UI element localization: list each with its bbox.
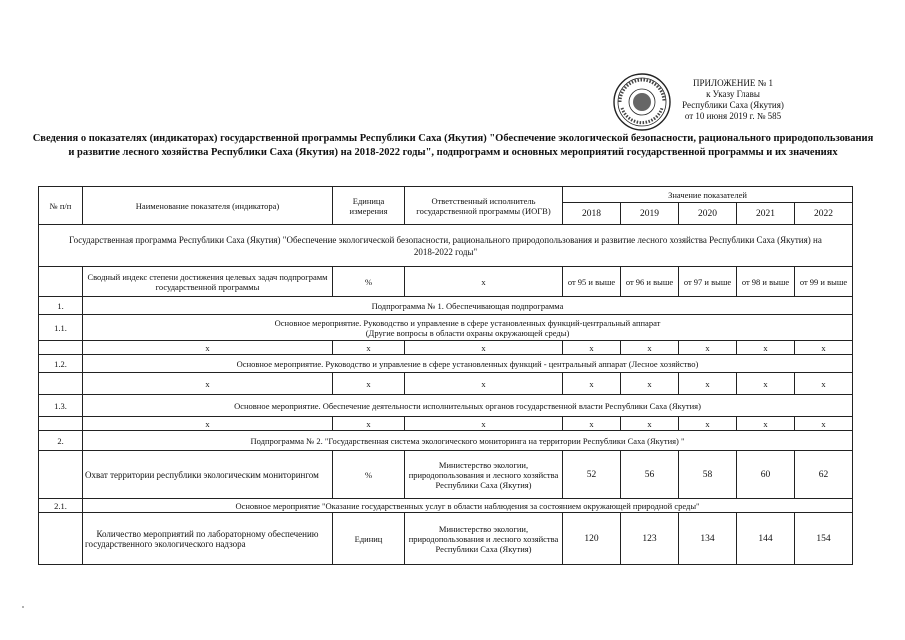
indicator-unit: Единиц [333,513,405,565]
indicator-executor: Министерство экологии, природопользования и лесного хозяйства Республики Саха (Якутия) [405,451,563,499]
indicator-unit: % [333,451,405,499]
year-2022: 2022 [795,203,853,225]
header-values: Значение показателей [563,187,853,203]
indicator-value-2022: 154 [795,513,853,565]
x-cell: х [405,341,563,355]
indicator-value-2020: 58 [679,451,737,499]
x-cell: х [795,341,853,355]
x-cell: х [563,417,621,431]
x-cell: х [795,373,853,395]
x-cell: х [621,417,679,431]
activity-1-2-row [39,355,853,373]
summary-value-2022: от 99 и выше [795,267,853,297]
year-2020: 2020 [679,203,737,225]
subprogram-1-row [39,297,853,315]
placeholder-row [39,341,853,355]
x-cell: х [679,417,737,431]
x-cell: х [737,417,795,431]
row-title-line: Основное мероприятие. Руководство и управление в сфере установленных функций-центральный аппарат [274,317,661,328]
row-title: Основное мероприятие. Обеспечение деятельности исполнительных органов государственной власти Республики Саха (Якутия) [83,395,853,417]
indicator-row [39,513,853,565]
appendix-republic: Республики Саха (Якутия) [682,100,784,110]
row-num: 1.2. [39,355,83,373]
x-cell: х [333,417,405,431]
x-cell: х [83,341,333,355]
x-cell: х [333,373,405,395]
year-2018: 2018 [563,203,621,225]
summary-num [39,267,83,297]
x-cell: х [621,373,679,395]
x-cell: х [405,373,563,395]
x-cell: х [737,341,795,355]
activity-2-1-row [39,499,853,513]
header-executor: Ответственный исполнитель государственной программы (ИОГВ) [405,187,563,225]
empty-cell [39,451,83,499]
summary-name: Сводный индекс степени достижения целевых задач подпрограмм государственной программы [83,267,333,297]
x-cell: х [563,373,621,395]
scan-artifact [22,606,24,608]
indicator-value-2021: 60 [737,451,795,499]
summary-value-2020: от 97 и выше [679,267,737,297]
indicator-value-2019: 123 [621,513,679,565]
appendix-date: от 10 июня 2019 г. № 585 [684,111,782,121]
indicator-value-2020: 134 [679,513,737,565]
document-title: Сведения о показателях (индикаторах) государственной программы Республики Саха (Якутия) "Обеспечение экологической безопасности, рационального природопользования и развитие лесного хозяйства Республики Саха (Якутия) на 2018-2022 годы", подпрограмм и основных мероприятий государственной программы и их значениях [32,133,874,158]
summary-value-2019: от 96 и выше [621,267,679,297]
activity-1-1-row [39,315,853,341]
summary-row [39,267,853,297]
summary-unit: % [333,267,405,297]
row-num: 1.3. [39,395,83,417]
row-title-line: (Другие вопросы в области охраны окружающей среды) [365,327,570,338]
year-2021: 2021 [737,203,795,225]
header-name: Наименование показателя (индикатора) [83,187,333,225]
x-cell: х [405,417,563,431]
empty-cell [39,417,83,431]
row-num: 2. [39,431,83,451]
row-num: 1.1. [39,315,83,341]
row-num: 2.1. [39,499,83,513]
x-cell: х [563,341,621,355]
x-cell: х [737,373,795,395]
header-num: № п/п [39,187,83,225]
indicator-value-2022: 62 [795,451,853,499]
indicator-name: Количество мероприятий по лабораторному обеспечению государственного экологического надзора [83,513,333,565]
header-row [39,187,853,203]
empty-cell [39,513,83,565]
empty-cell [39,373,83,395]
indicator-name: Охват территории республики экологическим мониторингом [83,451,333,499]
row-title: Основное мероприятие "Оказание государственных услуг в области наблюдения за состоянием окружающей природной среды" [83,499,853,513]
empty-cell [39,341,83,355]
indicator-value-2018: 120 [563,513,621,565]
indicator-value-2021: 144 [737,513,795,565]
x-cell: х [679,373,737,395]
row-title: Подпрограмма № 2. "Государственная система экологического мониторинга на территории Республики Саха (Якутия) " [83,431,853,451]
appendix-decree: к Указу Главы [706,89,760,99]
row-title [83,315,853,341]
row-num: 1. [39,297,83,315]
header-unit: Единица измерения [333,187,405,225]
row-title: Подпрограмма № 1. Обеспечивающая подпрограмма [83,297,853,315]
indicators-table [38,186,853,565]
appendix-header [668,78,798,122]
x-cell: х [83,373,333,395]
x-cell: х [83,417,333,431]
program-title: Государственная программа Республики Саха (Якутия) "Обеспечение экологической безопасности, рационального природопользования и развитие лесного хозяйства Республики Саха (Якутия) на 2018-2022 годы" [39,225,853,267]
activity-1-3-row [39,395,853,417]
row-title: Основное мероприятие. Руководство и управление в сфере установленных функций - центральный аппарат (Лесное хозяйство) [83,355,853,373]
summary-value-2018: от 95 и выше [563,267,621,297]
x-cell: х [679,341,737,355]
indicator-row [39,451,853,499]
x-cell: х [333,341,405,355]
indicator-value-2019: 56 [621,451,679,499]
x-cell: х [795,417,853,431]
official-seal-icon [612,72,672,132]
year-2019: 2019 [621,203,679,225]
indicator-value-2018: 52 [563,451,621,499]
x-cell: х [621,341,679,355]
appendix-number: ПРИЛОЖЕНИЕ № 1 [692,78,774,88]
summary-value-2021: от 98 и выше [737,267,795,297]
summary-executor: х [405,267,563,297]
subprogram-2-row [39,431,853,451]
placeholder-row [39,373,853,395]
indicator-executor: Министерство экологии, природопользования и лесного хозяйства Республики Саха (Якутия) [405,513,563,565]
program-row [39,225,853,267]
placeholder-row [39,417,853,431]
